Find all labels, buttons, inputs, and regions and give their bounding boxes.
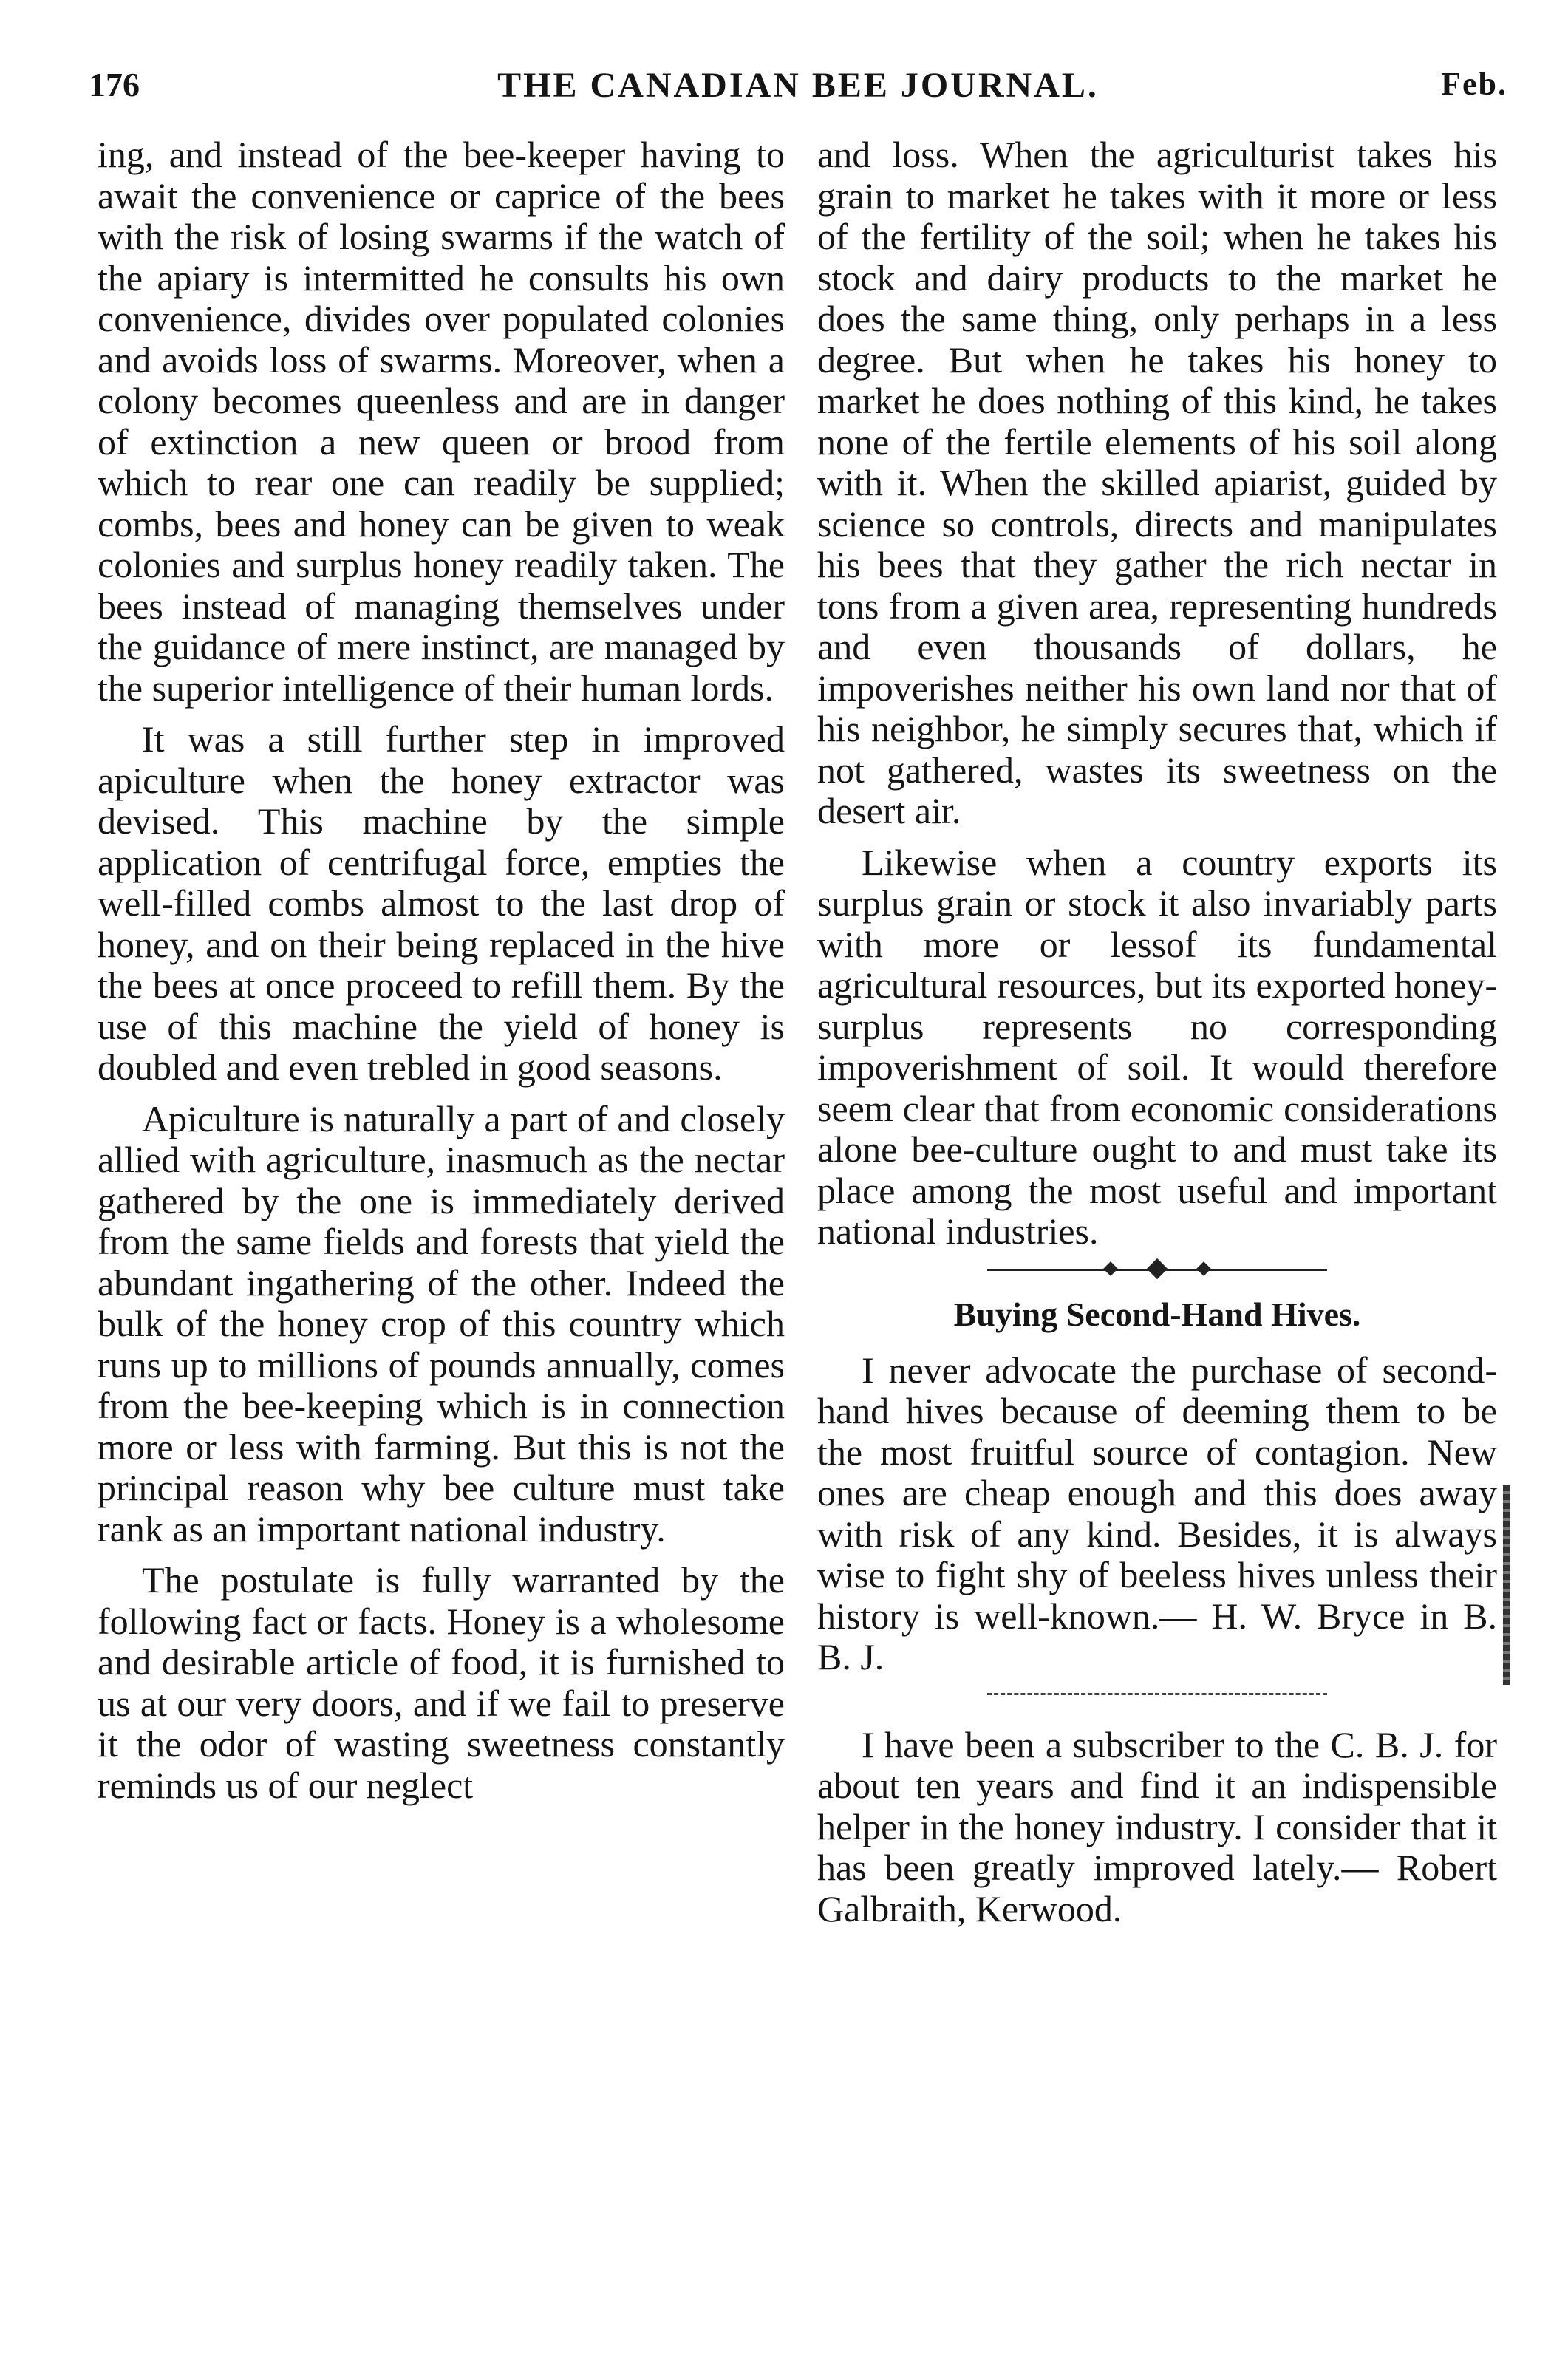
margin-mark	[1503, 1485, 1510, 1685]
section-heading: Buying Second-Hand Hives.	[953, 1295, 1361, 1333]
page-header	[89, 65, 1507, 117]
right-column	[817, 134, 1497, 1940]
paragraph: I never advocate the purchase of second-hand hives because of deeming them to be the most fruitful source of contagion. New ones are cheap enough and this does away with risk of any kind. Besides, it is always wise to fight shy of beeless hives unless their history is well-known.— H. W. Bryce in B. B. J.	[817, 1349, 1497, 1677]
paragraph: Likewise when a country exports its surplus grain or stock it also invariably parts with more or lessof its fundamental agricultural resources, but its exported honey-surplus represents no corresponding impoverishment of soil. It would therefore seem clear that from economic considerations alone bee-culture ought to and must take its place among the most useful and important national industries.	[817, 841, 1497, 1252]
page-number: 176	[89, 66, 140, 103]
paragraph: ing, and instead of the bee-keeper having to await the convenience or caprice of the bees with the risk of losing swarms if the watch of the apiary is intermitted he consults his own convenience, divides over populated colonies and avoids loss of swarms. Moreover, when a colony becomes queenless and are in danger of extinction a new queen or brood from which to rear one can readily be supplied; combs, bees and honey can be given to weak colonies and surplus honey readily taken. The bees instead of managing themselves under the guidance of mere instinct, are managed by the superior intelligence of their human lords.	[98, 134, 785, 709]
issue-month: Feb.	[1441, 66, 1507, 102]
separator-rule	[987, 1693, 1327, 1695]
paragraph: I have been a subscriber to the C. B. J. for about ten years and find it an indispensible helper in the honey industry. I consider that it has been greatly improved lately.— Robert Galbraith, Kerwood.	[817, 1723, 1497, 1929]
ornamental-divider	[987, 1263, 1327, 1276]
paragraph: Apiculture is naturally a part of and closely allied with agriculture, inasmuch as the nectar gathered by the one is immediately derived from the same fields and forests that yield the abundant ingathering of the other. Indeed the bulk of the honey crop of this country which runs up to millions of pounds annually, comes from the bee-keeping which is in connection more or less with farming. But this is not the principal reason why bee culture must take rank as an important national industry.	[98, 1097, 785, 1550]
paragraph: and loss. When the agriculturist takes his grain to market he takes with it more or less of the fertility of the soil; when he takes his stock and dairy products to the market he does the same thing, only perhaps in a less degree. But when he takes his honey to market he does nothing of this kind, he takes none of the fertile elements of his soil along with it. When the skilled apiarist, guided by science so controls, directs and manipulates his bees that they gather the rich nectar in tons from a given area, representing hundreds and even thousands of dollars, he impoverishes neither his own land nor that of his neighbor, he simply secures that, which if not gathered, wastes its sweetness on the desert air.	[817, 134, 1497, 831]
journal-title: THE CANADIAN BEE JOURNAL.	[497, 66, 1099, 105]
left-column	[98, 134, 785, 1816]
paragraph: The postulate is fully warranted by the following fact or facts. Honey is a wholesome and desirable article of food, it is furnished to us at our very doors, and if we fail to preserve it the odor of wasting sweetness constantly reminds us of our neglect	[98, 1559, 785, 1806]
paragraph: It was a still further step in improved apiculture when the honey extractor was devised. This machine by the simple application of centrifugal force, empties the well-filled combs almost to the last drop of honey, and on their being replaced in the hive the bees at once proceed to refill them. By the use of this machine the yield of honey is doubled and even trebled in good seasons.	[98, 718, 785, 1088]
